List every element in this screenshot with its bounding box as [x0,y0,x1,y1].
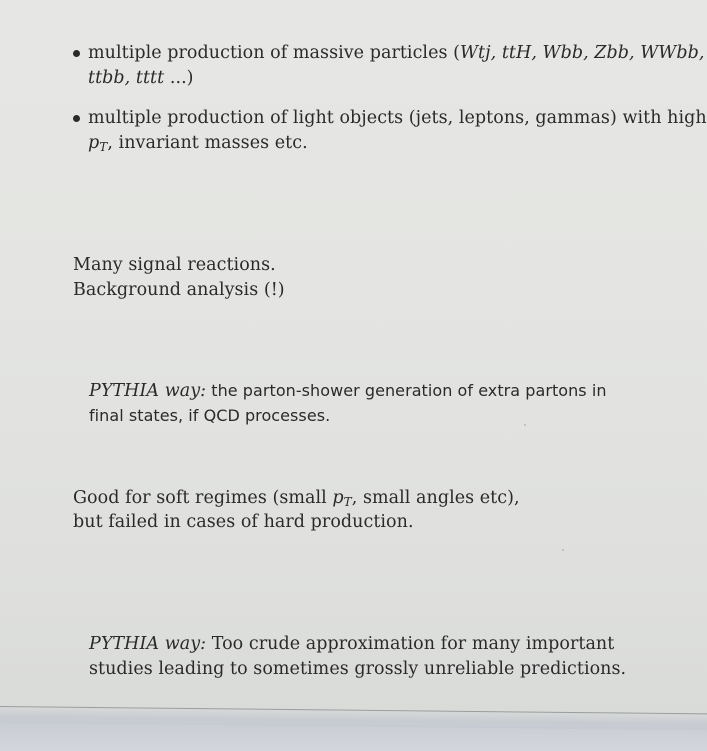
bullet-2-suffix: , invariant masses etc. [107,133,308,153]
pt-subscript: T [343,495,352,509]
bullet-1-math-cont: ttbb, tttt [88,68,165,88]
bullet-dot [73,115,80,122]
pythia-1-line-2: final states, if QCD processes. [89,406,331,425]
pythia-2-text: Too crude approximation for many important [206,634,615,654]
soft-text: Good for soft regimes (small [73,488,333,508]
pt-subscript: T [99,140,108,154]
soft-line-2: but failed in cases of hard production. [73,512,414,532]
soft-suffix: , small angles etc), [351,488,520,508]
pythia-1-text: the parton-shower generation of extra partons in [206,381,607,400]
bullet-2-line-2 [88,131,308,160]
signal-line-2: Background analysis (!) [73,280,285,300]
signal-line-1: Many signal reactions. [73,255,276,275]
bullet-1-line-2 [88,66,194,91]
scan-speck [562,549,564,551]
bullet-1-suffix: ...) [164,68,194,88]
pythia-label: PYTHIA way: [89,634,207,654]
pythia-2-line-1 [89,632,614,657]
pythia-label: PYTHIA way: [89,381,207,401]
scan-speck [524,424,526,426]
pythia-1-line-1 [89,378,607,404]
bullet-1-line-1 [88,41,704,66]
bullet-1-text: multiple production of massive particles ( [88,43,461,63]
bullet-dot [73,50,80,57]
bullet-1-math: Wtj, ttH, Wbb, Zbb, WWbb, [460,43,705,63]
pt-symbol: p [88,133,100,153]
pythia-2-line-2: studies leading to sometimes grossly unreliable predictions. [89,659,627,679]
bullet-2-line-1: multiple production of light objects (jets, leptons, gammas) with high [88,108,707,128]
pt-symbol: p [332,488,344,508]
